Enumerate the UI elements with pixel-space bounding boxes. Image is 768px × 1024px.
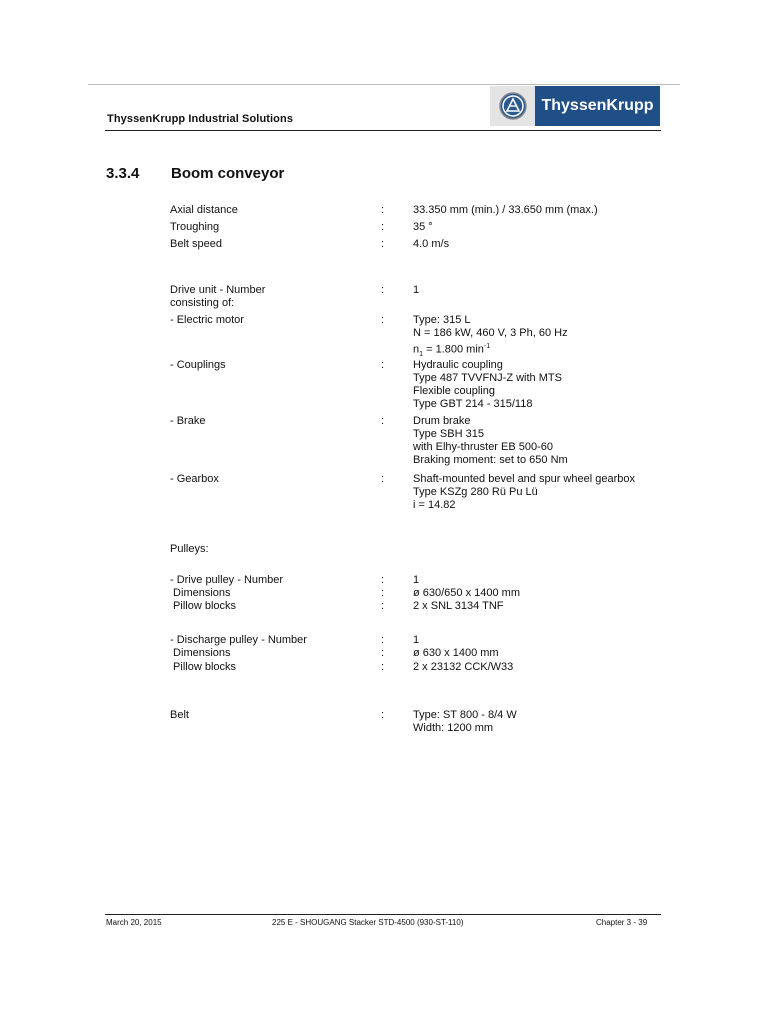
axial-distance-value: 33.350 mm (min.) / 33.650 mm (max.): [413, 204, 598, 216]
colon: :: [381, 600, 385, 612]
electric-motor-rating: N = 186 kW, 460 V, 3 Ph, 60 Hz: [413, 327, 568, 339]
colon: :: [381, 238, 385, 250]
belt-label: Belt: [170, 709, 189, 721]
drive-pulley-dimensions-label: Dimensions: [170, 587, 231, 599]
brake-value: [413, 415, 568, 467]
brake-label: - Brake: [170, 415, 206, 427]
colon: :: [381, 314, 385, 326]
belt-speed-label: Belt speed: [170, 238, 222, 250]
colon: :: [381, 661, 385, 673]
colon: :: [381, 204, 385, 216]
belt-line: Width: 1200 mm: [413, 722, 494, 734]
electric-motor-value: [413, 314, 568, 361]
colon: :: [381, 647, 385, 659]
speed-symbol: n: [413, 343, 420, 356]
drive-pulley-label: - Drive pulley - Number: [170, 574, 284, 586]
couplings-value: [413, 359, 562, 411]
drive-unit-sublabel: consisting of:: [170, 297, 235, 309]
discharge-pulley-dimensions-label: Dimensions: [170, 647, 231, 659]
gearbox-label: - Gearbox: [170, 473, 219, 485]
brake-line: Braking moment: set to 650 Nm: [413, 454, 568, 466]
footer-page: Chapter 3 - 39: [596, 918, 648, 927]
colon: :: [381, 284, 385, 296]
speed-value: = 1.800 min: [423, 343, 484, 356]
axial-distance-label: Axial distance: [170, 204, 238, 216]
couplings-line: Type 487 TVVFNJ-Z with MTS: [413, 372, 562, 384]
colon: :: [381, 473, 385, 485]
electric-motor-type: Type: 315 L: [413, 314, 471, 326]
couplings-line: Type GBT 214 - 315/118: [413, 398, 533, 410]
belt-line: Type: ST 800 - 8/4 W: [413, 709, 517, 721]
footer-rule: [105, 914, 661, 915]
colon: :: [381, 574, 385, 586]
discharge-pulley-dimensions-value: ø 630 x 1400 mm: [413, 647, 499, 659]
footer-date: March 20, 2015: [106, 918, 162, 927]
discharge-pulley-pillow-blocks-label: Pillow blocks: [170, 661, 237, 673]
discharge-pulley-pillow-blocks-value: 2 x 23132 CCK/W33: [413, 661, 514, 673]
speed-subscript: 1: [419, 350, 424, 358]
brake-line: Type SBH 315: [413, 428, 484, 440]
troughing-value: 35 °: [413, 221, 433, 233]
brake-line: Drum brake: [413, 415, 471, 427]
drive-unit-label: Drive unit - Number: [170, 284, 266, 296]
colon: :: [381, 634, 385, 646]
gearbox-line: Shaft-mounted bevel and spur wheel gearbox: [413, 473, 635, 485]
couplings-line: Flexible coupling: [413, 385, 495, 397]
discharge-pulley-value: 1: [413, 634, 420, 646]
troughing-label: Troughing: [170, 221, 220, 233]
pulleys-heading: Pulleys:: [170, 543, 209, 555]
gearbox-line: i = 14.82: [413, 499, 456, 511]
gearbox-value: [413, 473, 635, 512]
company-name: ThyssenKrupp Industrial Solutions: [107, 113, 294, 125]
speed-superscript: -1: [483, 343, 491, 350]
brake-line: with Elhy-thruster EB 500-60: [413, 441, 554, 453]
colon: :: [381, 587, 385, 599]
drive-unit-value: 1: [413, 284, 420, 296]
belt-speed-value: 4.0 m/s: [413, 238, 450, 250]
belt-value: [413, 709, 517, 735]
drive-pulley-pillow-blocks-value: 2 x SNL 3134 TNF: [413, 600, 504, 612]
electric-motor-speed: [413, 340, 568, 361]
discharge-pulley-label: - Discharge pulley - Number: [170, 634, 307, 646]
gearbox-line: Type KSZg 280 Rü Pu Lü: [413, 486, 538, 498]
drive-pulley-pillow-blocks-label: Pillow blocks: [170, 600, 237, 612]
electric-motor-label: - Electric motor: [170, 314, 244, 326]
colon: :: [381, 359, 385, 371]
colon: :: [381, 221, 385, 233]
logo-text: ThyssenKrupp: [535, 86, 660, 126]
couplings-label: - Couplings: [170, 359, 226, 371]
colon: :: [381, 415, 385, 427]
drive-pulley-value: 1: [413, 574, 420, 586]
colon: :: [381, 709, 385, 721]
couplings-line: Hydraulic coupling: [413, 359, 503, 371]
section-number: 3.3.4: [106, 165, 140, 182]
section-title: Boom conveyor: [171, 165, 285, 182]
footer-document: 225 E - SHOUGANG Stacker STD-4500 (930-ST-110): [272, 918, 464, 927]
drive-pulley-dimensions-value: ø 630/650 x 1400 mm: [413, 587, 521, 599]
